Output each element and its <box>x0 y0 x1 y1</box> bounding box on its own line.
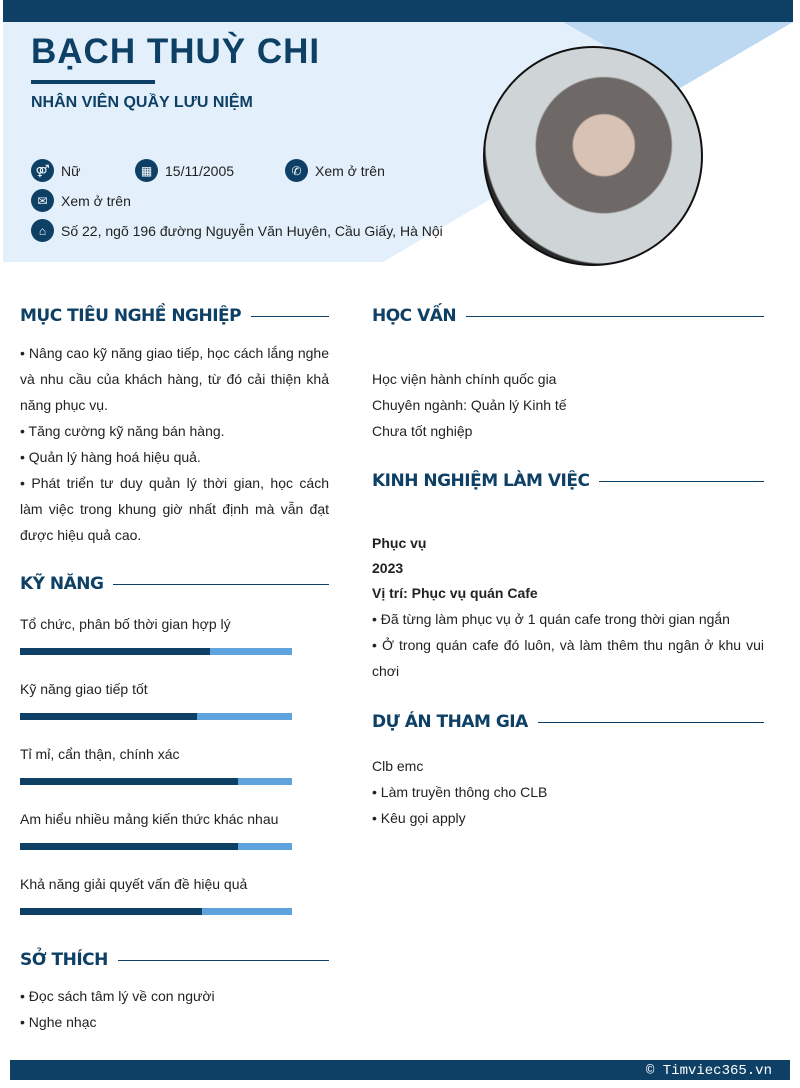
job-title: NHÂN VIÊN QUẦY LƯU NIỆM <box>31 94 253 111</box>
objective-item: • Phát triển tư duy quản lý thời gian, học cách làm việc trong khung giờ nhất định mà vẫn đạt được hiệu quả cao. <box>20 475 329 543</box>
education-details <box>372 366 567 444</box>
gender-info <box>31 159 80 182</box>
birthday-info <box>135 159 234 182</box>
hobbies-list <box>20 983 215 1035</box>
project-item: • Làm truyền thông cho CLB <box>372 784 548 800</box>
projects-details <box>372 753 547 831</box>
skill-level-bar <box>20 778 292 785</box>
major: Chuyên ngành: Quản lý Kinh tế <box>372 397 567 413</box>
objective-item: • Nâng cao kỹ năng giao tiếp, học cách lắng nghe và nhu cầu của khách hàng, từ đó cải thiện khả năng phục vụ. <box>20 345 329 413</box>
hobbies-title: SỞ THÍCH <box>20 950 108 970</box>
calendar-icon: ▦ <box>135 159 158 182</box>
home-icon: ⌂ <box>31 219 54 242</box>
skill-name: Tổ chức, phân bố thời gian hợp lý <box>20 616 231 632</box>
address-text: Số 22, ngõ 196 đường Nguyễn Văn Huyên, Cầu Giấy, Hà Nội <box>61 222 443 239</box>
skills-heading <box>20 574 329 594</box>
education-title: HỌC VẤN <box>372 306 457 326</box>
project-name: Clb emc <box>372 758 424 774</box>
school-name: Học viện hành chính quốc gia <box>372 371 557 387</box>
skill-name: Am hiểu nhiều mảng kiến thức khác nhau <box>20 811 279 827</box>
objective-item: • Quản lý hàng hoá hiệu quả. <box>20 449 201 465</box>
footer: © Timviec365.vn <box>10 1060 790 1080</box>
year: 2023 <box>372 560 404 576</box>
objective-title: MỤC TIÊU NGHỀ NGHIỆP <box>20 306 242 326</box>
skills-title: KỸ NĂNG <box>20 574 104 594</box>
skill-level-fill <box>20 648 210 655</box>
objective-heading <box>20 306 329 326</box>
skill-level-fill <box>20 778 238 785</box>
skill-level-bar <box>20 908 292 915</box>
phone-icon: ✆ <box>285 159 308 182</box>
skill-name: Kỹ năng giao tiếp tốt <box>20 681 148 697</box>
graduation-status: Chưa tốt nghiệp <box>372 423 473 439</box>
skill-level-fill <box>20 713 197 720</box>
objective-item: • Tăng cường kỹ năng bán hàng. <box>20 423 225 439</box>
email-info <box>31 189 131 212</box>
education-heading <box>372 306 764 326</box>
phone-text: Xem ở trên <box>315 162 385 179</box>
hobbies-heading <box>20 950 329 970</box>
top-bar <box>3 0 793 22</box>
position: Vị trí: Phục vụ quán Cafe <box>372 585 538 601</box>
phone-info <box>285 159 385 182</box>
skill-level-fill <box>20 843 238 850</box>
experience-item: • Đã từng làm phục vụ ở 1 quán cafe trong thời gian ngắn <box>372 611 730 627</box>
birthday-text: 15/11/2005 <box>165 162 235 179</box>
project-item: • Kêu gọi apply <box>372 810 466 826</box>
skill-level-fill <box>20 908 202 915</box>
avatar <box>483 46 703 266</box>
hobby-item: • Nghe nhạc <box>20 1014 97 1030</box>
experience-title: KINH NGHIỆM LÀM VIỆC <box>372 471 590 491</box>
projects-title: DỰ ÁN THAM GIA <box>372 712 528 732</box>
skill-name: Tỉ mỉ, cẩn thận, chính xác <box>20 746 180 762</box>
skill-level-bar <box>20 713 292 720</box>
divider <box>31 80 155 84</box>
gender-text: Nữ <box>61 162 81 179</box>
experience-heading <box>372 471 764 491</box>
email-text: Xem ở trên <box>61 192 131 209</box>
skill-name: Khả năng giải quyết vấn đề hiệu quả <box>20 876 248 892</box>
experience-item: • Ở trong quán cafe đó luôn, và làm thêm thu ngân ở khu vui chơi <box>372 637 764 679</box>
skill-level-bar <box>20 648 292 655</box>
gender-icon: ⚤ <box>31 159 54 182</box>
objective-list <box>20 340 329 548</box>
company: Phục vụ <box>372 535 427 551</box>
address-info <box>31 219 443 242</box>
skill-level-bar <box>20 843 292 850</box>
email-icon: ✉ <box>31 189 54 212</box>
hobby-item: • Đọc sách tâm lý về con người <box>20 988 215 1004</box>
projects-heading <box>372 712 764 732</box>
experience-details <box>372 531 764 684</box>
candidate-name: BẠCH THUỲ CHI <box>31 32 321 71</box>
